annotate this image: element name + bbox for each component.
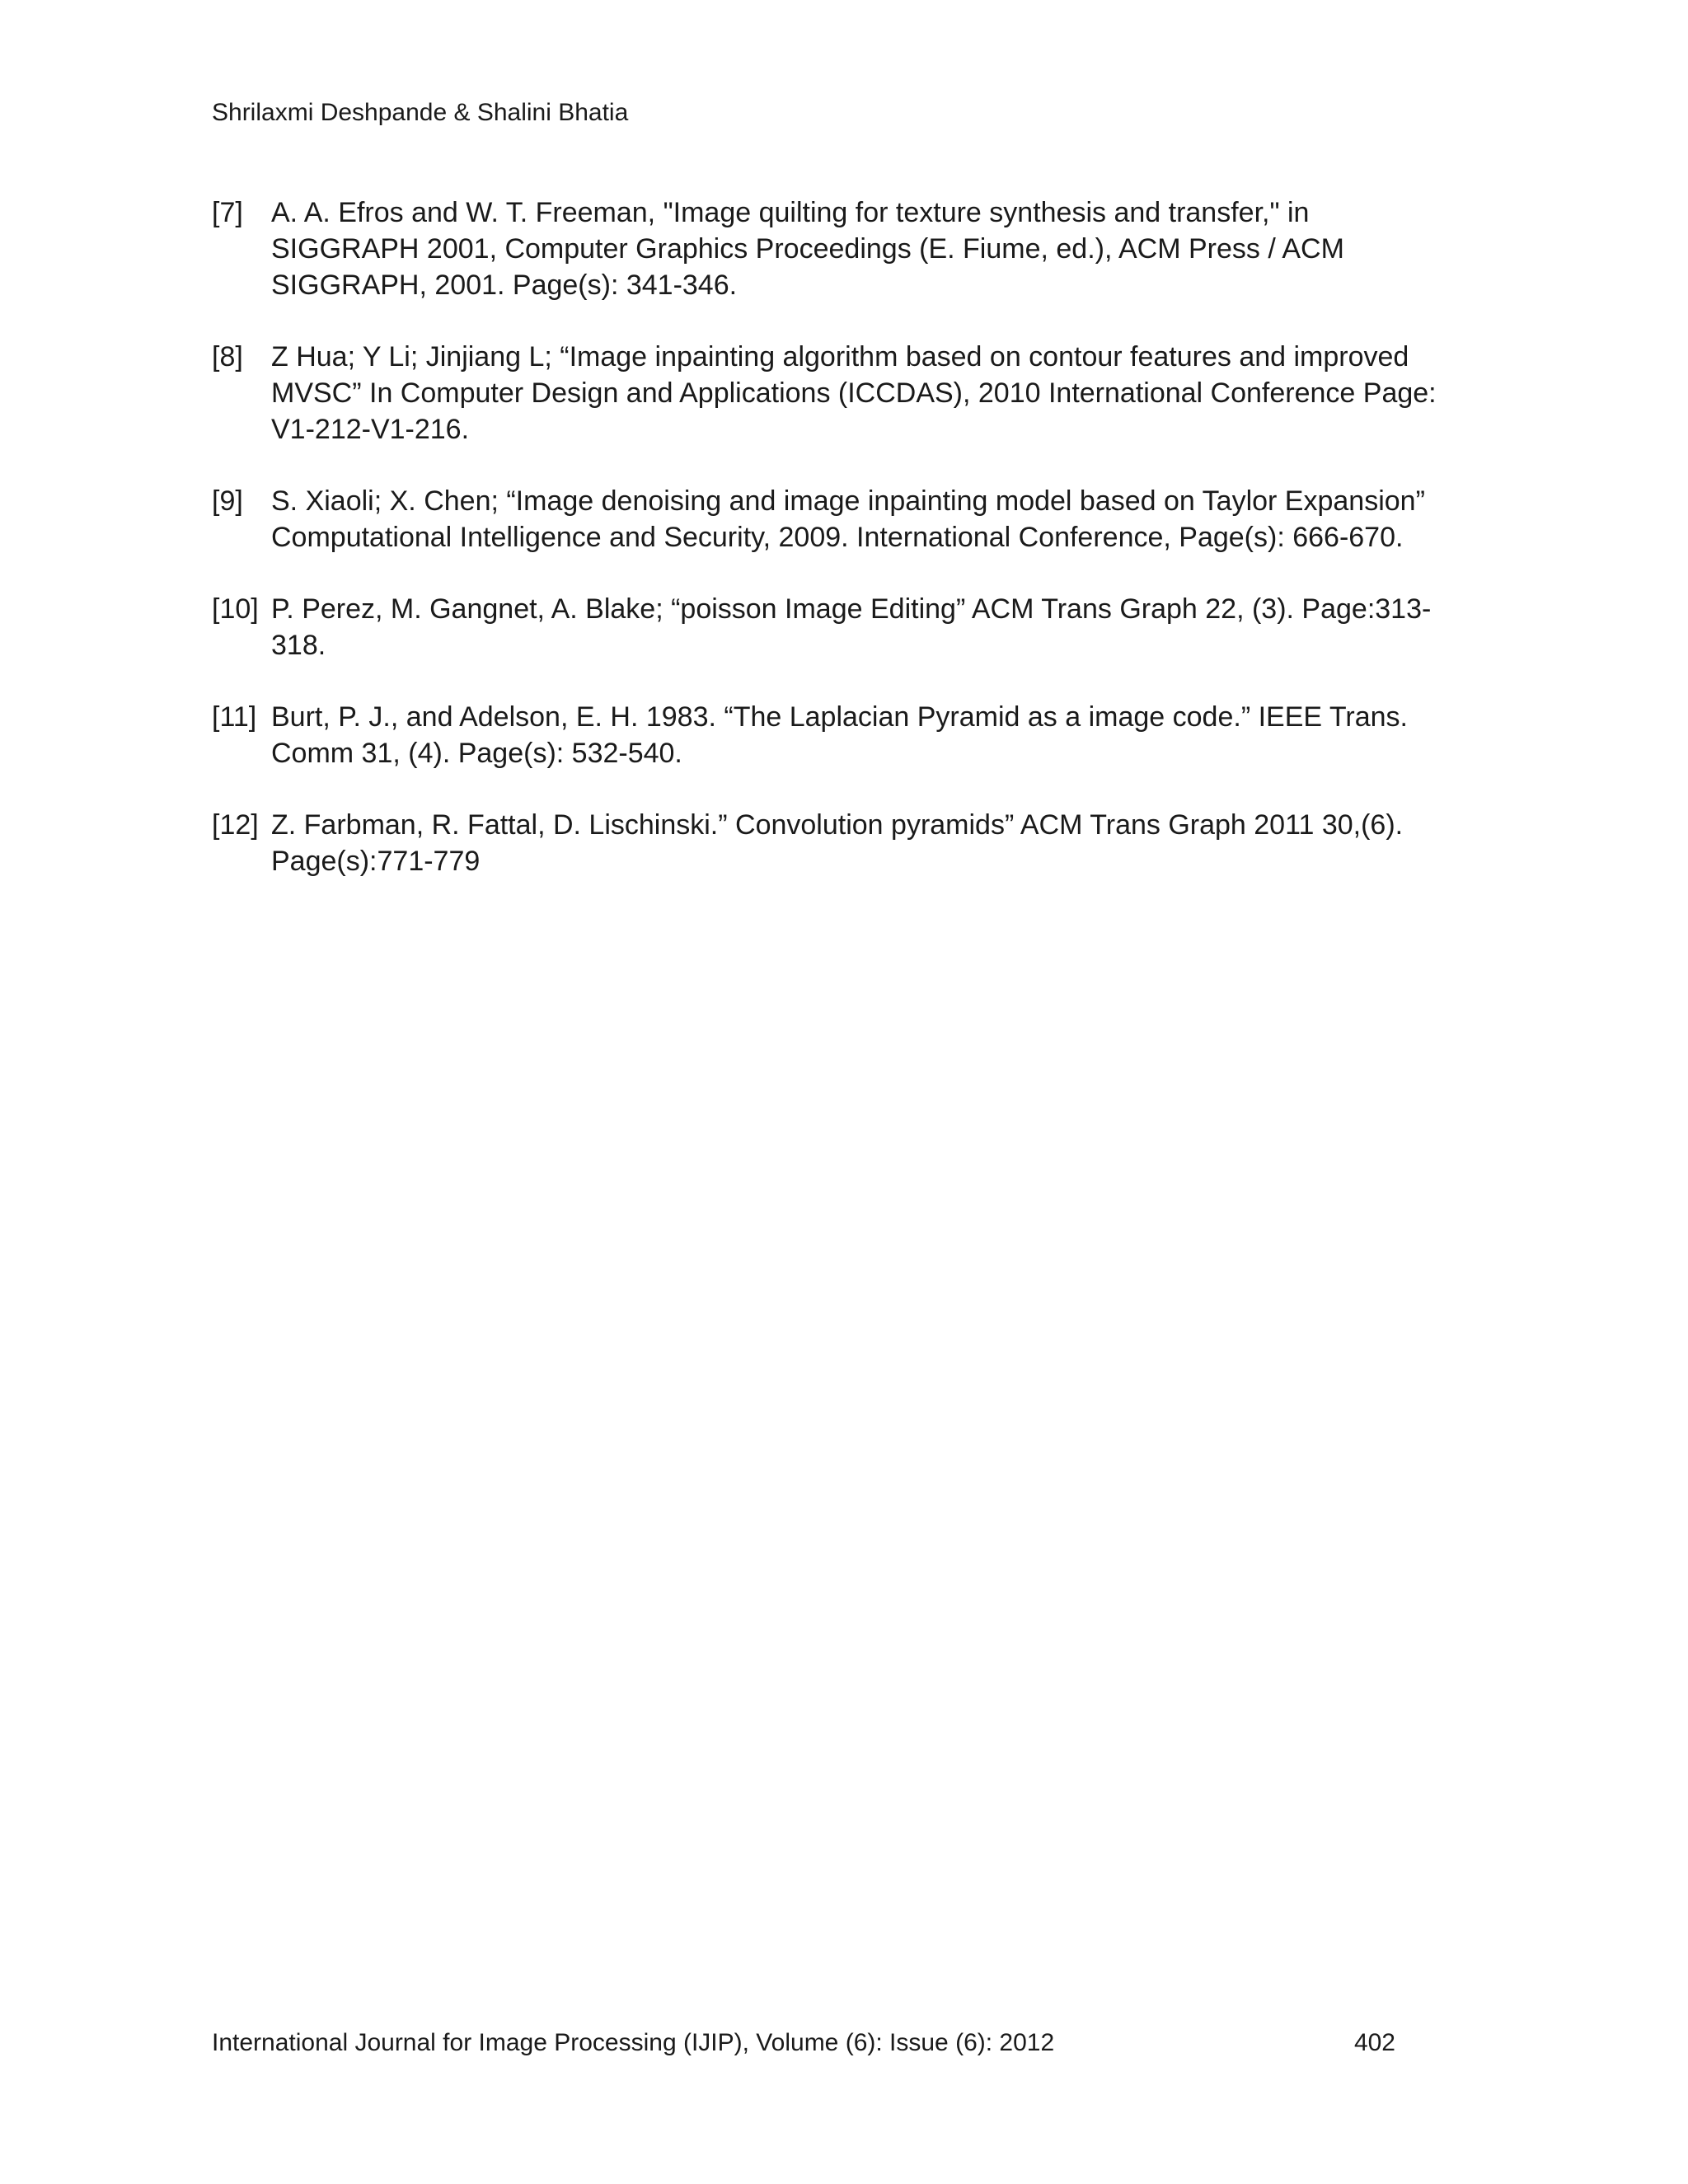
reference-10 xyxy=(212,591,1432,663)
reference-line: V1-212-V1-216. xyxy=(271,414,470,445)
reference-number: [8] xyxy=(212,341,243,373)
reference-number: [12] xyxy=(212,809,259,841)
reference-line: SIGGRAPH 2001, Computer Graphics Proceedings (E. Fiume, ed.), ACM Press / ACM xyxy=(271,233,1344,265)
reference-line: Computational Intelligence and Security, 2009. International Conference, Page(s): 666-670. xyxy=(271,522,1404,553)
page-number: 402 xyxy=(1353,2029,1395,2056)
reference-number: [11] xyxy=(212,701,257,733)
reference-line: Burt, P. J., and Adelson, E. H. 1983. “The Laplacian Pyramid as a image code.” IEEE Trans. xyxy=(271,701,1408,733)
reference-9 xyxy=(212,483,1425,555)
reference-line: SIGGRAPH, 2001. Page(s): 341-346. xyxy=(271,269,738,301)
reference-line: MVSC” In Computer Design and Applications (ICCDAS), 2010 International Conference Page: xyxy=(271,377,1437,409)
reference-line: P. Perez, M. Gangnet, A. Blake; “poisson Image Editing” ACM Trans Graph 22, (3). Page:313- xyxy=(271,593,1432,625)
reference-12 xyxy=(212,807,1415,879)
reference-number: [7] xyxy=(212,197,243,228)
reference-line: Z. Farbman, R. Fattal, D. Lischinski.” Convolution pyramids” ACM Trans Graph 2011 30,(6). xyxy=(271,809,1404,841)
reference-line: Comm 31, (4). Page(s): 532-540. xyxy=(271,738,682,769)
reference-line: 318. xyxy=(271,630,326,661)
reference-8 xyxy=(212,339,1437,448)
reference-line: Z Hua; Y Li; Jinjiang L; “Image inpainting algorithm based on contour features and improved xyxy=(271,341,1409,373)
reference-line: S. Xiaoli; X. Chen; “Image denoising and image inpainting model based on Taylor Expansion” xyxy=(271,485,1425,517)
reference-list xyxy=(212,194,1437,915)
reference-number: [9] xyxy=(212,485,243,517)
reference-number: [10] xyxy=(212,593,259,625)
reference-11 xyxy=(212,699,1415,771)
running-header-authors: Shrilaxmi Deshpande & Shalini Bhatia xyxy=(212,99,629,126)
reference-line: Page(s):771-779 xyxy=(271,846,481,877)
footer-journal-citation: International Journal for Image Processing (IJIP), Volume (6): Issue (6): 2012 xyxy=(212,2029,1055,2056)
reference-7 xyxy=(212,194,1415,303)
reference-line: A. A. Efros and W. T. Freeman, "Image quilting for texture synthesis and transfer," in xyxy=(271,197,1310,228)
